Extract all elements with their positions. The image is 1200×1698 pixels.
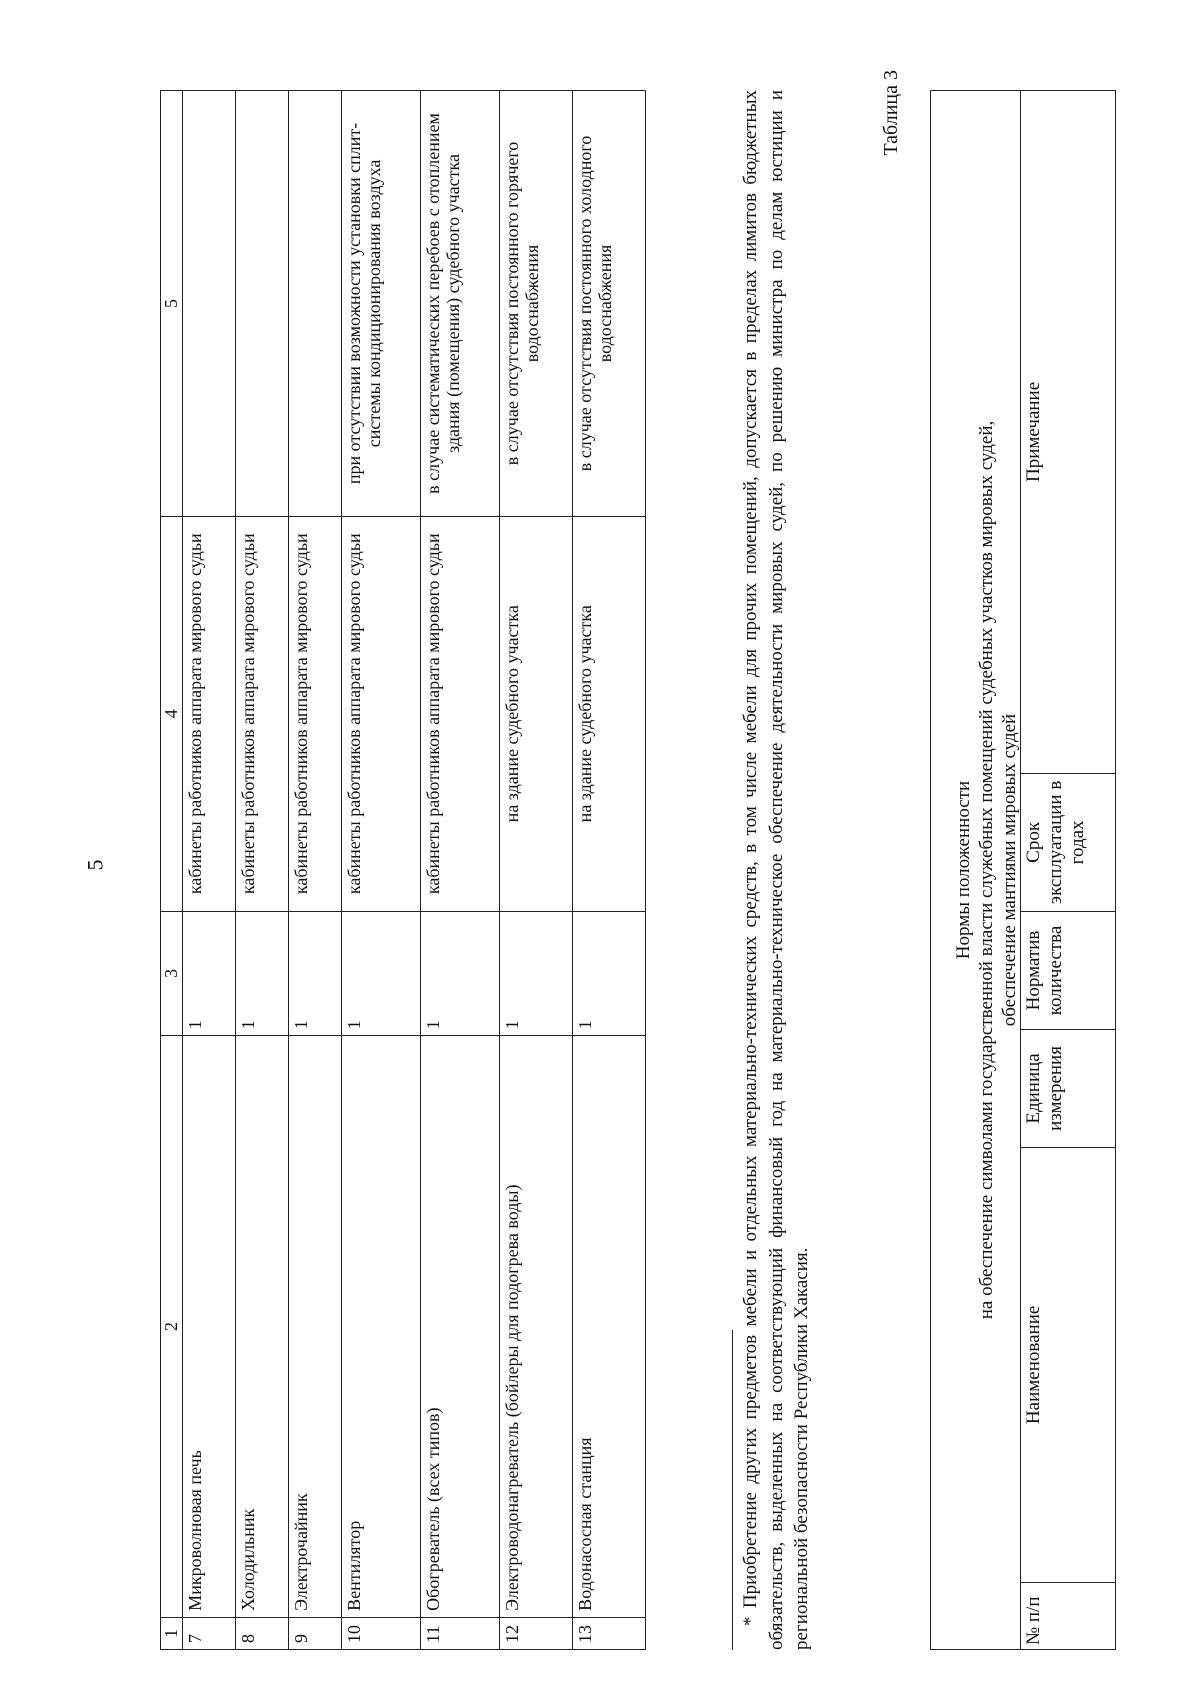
table-row bbox=[341, 91, 420, 1650]
item-qty: 1 bbox=[499, 911, 572, 1036]
table-row bbox=[235, 91, 288, 1650]
item-location: на здание судебного участка bbox=[499, 516, 572, 911]
item-name: Вентилятор bbox=[341, 1036, 420, 1618]
item-note: в случае отсутствия постоянного холодного водоснабжения bbox=[572, 91, 645, 517]
header-cell: Примечание bbox=[1021, 91, 1116, 774]
header-cell: 4 bbox=[161, 516, 183, 911]
item-location: кабинеты работников аппарата мирового судьи bbox=[182, 516, 235, 911]
row-number: 10 bbox=[341, 1617, 420, 1649]
header-cell: Норматив количества bbox=[1021, 911, 1116, 1029]
table-header-row bbox=[161, 91, 183, 1650]
item-qty: 1 bbox=[182, 911, 235, 1036]
table3-label: Таблица 3 bbox=[880, 70, 902, 156]
row-number: 13 bbox=[572, 1617, 645, 1649]
item-qty: 1 bbox=[288, 911, 341, 1036]
item-note bbox=[182, 91, 235, 517]
page-number: 5 bbox=[82, 859, 108, 871]
item-name: Микроволновая печь bbox=[182, 1036, 235, 1618]
item-location: кабинеты работников аппарата мирового судьи bbox=[235, 516, 288, 911]
table3-title-line: обеспечение мантиями мировых судей bbox=[998, 713, 1020, 1027]
equipment-table bbox=[160, 90, 646, 1650]
landscape-content bbox=[160, 50, 1200, 1650]
item-name: Холодильник bbox=[235, 1036, 288, 1618]
row-number: 7 bbox=[182, 1617, 235, 1649]
header-cell: Единица измерения bbox=[1021, 1030, 1116, 1148]
footnote-divider bbox=[732, 1330, 733, 1650]
row-number: 9 bbox=[288, 1617, 341, 1649]
table3-title-line: Нормы положенности bbox=[953, 780, 974, 960]
item-location: кабинеты работников аппарата мирового судьи bbox=[288, 516, 341, 911]
item-qty: 1 bbox=[235, 911, 288, 1036]
row-number: 8 bbox=[235, 1617, 288, 1649]
header-cell: 1 bbox=[161, 1617, 183, 1649]
item-name: Электрочайник bbox=[288, 1036, 341, 1618]
header-cell: 3 bbox=[161, 911, 183, 1036]
item-name: Обогреватель (всех типов) bbox=[420, 1036, 499, 1618]
item-name: Электроводонагреватель (бойлеры для подогрева воды) bbox=[499, 1036, 572, 1618]
item-location: кабинеты работников аппарата мирового судьи bbox=[341, 516, 420, 911]
table-header-row bbox=[1021, 91, 1116, 1650]
item-note: при отсутствии возможности установки сплит-системы кондиционирования воздуха bbox=[341, 91, 420, 517]
table-row bbox=[182, 91, 235, 1650]
row-number: 12 bbox=[499, 1617, 572, 1649]
item-qty: 1 bbox=[572, 911, 645, 1036]
item-name: Водонасосная станция bbox=[572, 1036, 645, 1618]
header-cell: Наименование bbox=[1021, 1147, 1116, 1582]
table3-title-line: на обеспечение символами государственной власти служебных помещений судебных участков мировых судей, bbox=[975, 420, 997, 1320]
table-row bbox=[499, 91, 572, 1650]
norms-table bbox=[1020, 90, 1116, 1650]
item-note: в случае отсутствия постоянного горячего водоснабжения bbox=[499, 91, 572, 517]
table-row bbox=[288, 91, 341, 1650]
header-cell: № п/п bbox=[1021, 1582, 1116, 1649]
item-location: кабинеты работников аппарата мирового судьи bbox=[420, 516, 499, 911]
footnote: * Приобретение других предметов мебели и отдельных материально-технических средств, в том числе мебели для прочих помещений, допускается в пределах лимитов бюджетных обязательств, выделенных на соответствующий финансовый год на материально-техническое обеспечение деятельности мировых судей, по решению министра по делам юстиции и региональной безопасности Республики Хакасия. bbox=[740, 90, 813, 1650]
item-note: в случае систематических перебоев с отоплением здания (помещения) судебного участка bbox=[420, 91, 499, 517]
header-cell: 5 bbox=[161, 91, 183, 517]
item-note bbox=[288, 91, 341, 517]
item-qty: 1 bbox=[341, 911, 420, 1036]
item-location: на здание судебного участка bbox=[572, 516, 645, 911]
header-cell: 2 bbox=[161, 1036, 183, 1618]
header-cell: Срок эксплуатации в годах bbox=[1021, 773, 1116, 911]
item-qty: 1 bbox=[420, 911, 499, 1036]
table-row bbox=[572, 91, 645, 1650]
row-number: 11 bbox=[420, 1617, 499, 1649]
table-row bbox=[420, 91, 499, 1650]
item-note bbox=[235, 91, 288, 517]
